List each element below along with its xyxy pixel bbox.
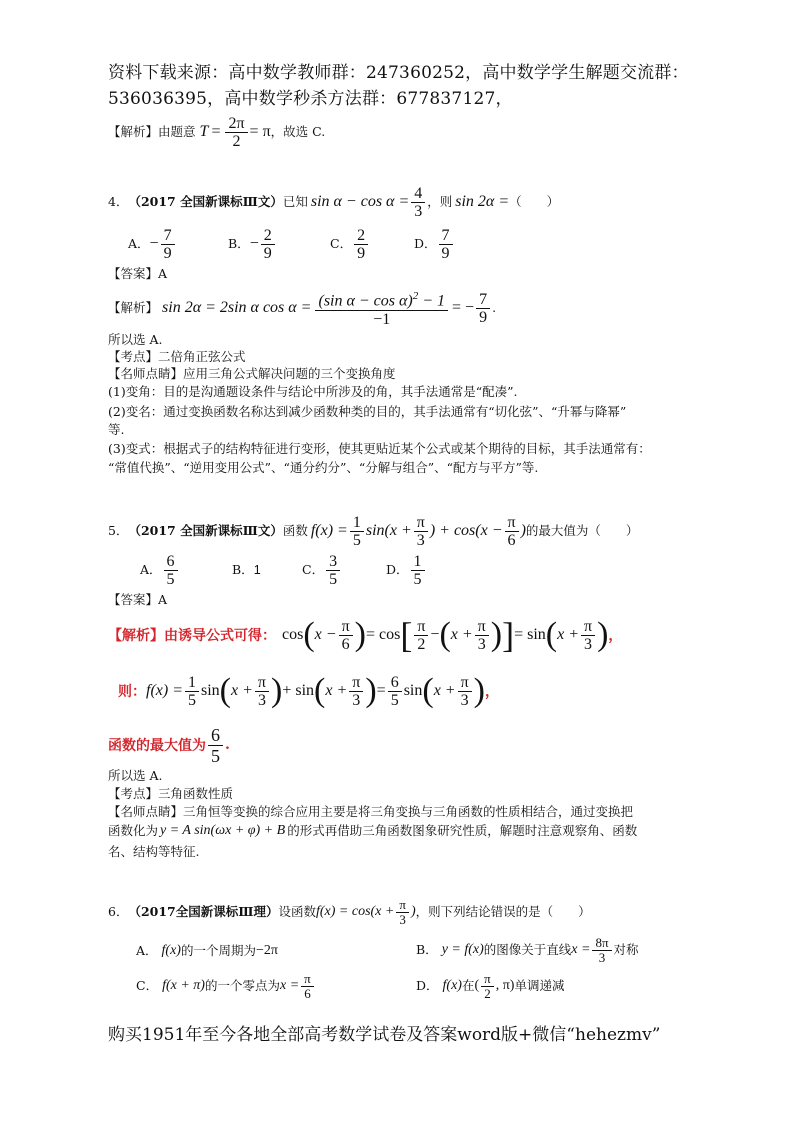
q5-analysis-line-1: 【解析】 由诱导公式可得： cos ( x − $\frac{\pi}{6}$ ) = cos [ $\frac{\pi}{2}$ − ( x + $\frac{\pi}{3}$ ) ] = sin ( x + $\frac{\pi}{3}$ ) ， xyxy=(108,615,623,655)
var-T: T xyxy=(199,123,209,140)
q6-option-c: C． f(x + π) 的一个零点为 x = $\frac{\pi}{6}$ xyxy=(136,966,316,1006)
option-label: B． xyxy=(228,236,250,251)
question-source: （2017 全国新课标Ⅲ文） xyxy=(128,194,283,209)
option-label: A． xyxy=(128,236,150,251)
answer-value: A xyxy=(158,266,168,281)
analysis-lhs: sin 2α = 2sin α cos α = xyxy=(162,299,312,316)
q5-option-a: A． $\frac{6}{5}$ xyxy=(140,550,180,590)
q6-stem: 6． （2017全国新课标Ⅲ理） 设函数 f(x) = cos(x + $\frac{\pi}{3}$ ) ，则下列结论错误的是（ ） xyxy=(108,896,591,927)
equals-pi: = π xyxy=(249,123,271,140)
q4-option-a xyxy=(128,224,177,264)
option-label: C． xyxy=(330,236,353,251)
q4-point-2b: 等. xyxy=(108,422,125,437)
q4-mingshi: 【名师点睛】应用三角公式解决问题的三个变换角度 xyxy=(108,366,396,381)
analysis-end: . xyxy=(492,300,497,315)
question-number: 4． xyxy=(108,194,129,209)
q4-stem xyxy=(108,182,559,222)
question-source: （2017 全国新课标Ⅲ文） xyxy=(128,523,283,538)
analysis-text: 由诱导公式可得： xyxy=(164,628,276,644)
analysis-tag: 【解析】 xyxy=(108,300,159,315)
q4-analysis xyxy=(108,286,496,330)
q4-option-b xyxy=(228,224,277,264)
analysis-tag: 【解析】 xyxy=(108,628,164,644)
q4-kaodian: 【考点】二倍角正弦公式 xyxy=(108,349,246,364)
footer-note: 购买1951年至今各地全部高考数学试卷及答案word版+微信“hehezmv” xyxy=(108,1025,661,1045)
stem-text: 已知 xyxy=(282,194,308,209)
header-line-2: 536036395，高中数学秒杀方法群：677837127， xyxy=(108,89,513,109)
q5-so: 所以选 A. xyxy=(108,768,163,783)
q5-analysis-line-3: 函数的最大值为 $\frac{6}{5}$ . xyxy=(108,724,230,766)
q4-answer xyxy=(108,266,167,282)
header-line-1: 资料下载来源：高中数学教师群：247360252，高中数学学生解题交流群： xyxy=(108,63,689,83)
question-number: 6． xyxy=(108,904,129,919)
analysis-text: 由题意 xyxy=(158,124,196,139)
q5-mingshi: 【名师点睛】三角恒等变换的综合应用主要是将三角变换与三角函数的性质相结合，通过变换把 xyxy=(108,804,634,819)
analysis-rhs: = − xyxy=(452,299,475,316)
q4-point-3b: “常值代换”、“逆用变用公式”、“通分约分”、“分解与组合”、“配方与平方”等. xyxy=(108,460,539,475)
q4-so: 所以选 A. xyxy=(108,332,163,347)
q5-option-b: B． 1 xyxy=(232,562,261,577)
q4-point-1: (1)变角：目的是沟通题设条件与结论中所涉及的角，其手法通常是“配凑”. xyxy=(108,384,518,399)
equals: = xyxy=(211,123,221,140)
option-fraction: $\frac{7}{9}$ xyxy=(161,227,175,262)
analysis-fraction: $\frac{(\sin \alpha - \cos \alpha)^2 - 1}{-1}$ xyxy=(315,288,448,327)
q5-analysis-line-2: 则： f(x) = $\frac{1}{5}$ sin ( x + $\frac{\pi}{3}$ ) + sin ( x + $\frac{\pi}{3}$ ) = $\frac{6}{5}$ sin ( x + $\frac{\pi}{3}$ ) ， xyxy=(118,672,499,709)
q5-mingshi-line-2: 函数化为 y = A sin(ωx + φ) + B 的形式再借助三角函数图象研究性质，解题时注意观察角、函数 xyxy=(108,823,638,838)
stem-expression: sin α − cos α = xyxy=(310,193,410,210)
q3-analysis xyxy=(108,112,325,152)
q5-stem: 5． （2017 全国新课标Ⅲ文） 函数 f(x) = $\frac{1}{5}$ sin(x + $\frac{\pi}{3}$ ) + cos(x − $\frac{\pi}{6}$ ) 的最大值为（ ） xyxy=(108,513,639,549)
stem-text-2: ，则 xyxy=(427,194,453,209)
stem-text-2: 的最大值为（ ） xyxy=(525,523,639,538)
q5-option-d: D． $\frac{1}{5}$ xyxy=(386,550,427,590)
option-sign: − xyxy=(249,235,259,252)
option-fraction: $\frac{7}{9}$ xyxy=(439,227,453,262)
option-fraction: $\frac{2}{9}$ xyxy=(261,227,275,262)
q6-option-a: A． f(x) 的一个周期为 −2π xyxy=(136,943,278,958)
question-source: （2017全国新课标Ⅲ理） xyxy=(128,904,279,919)
option-sign: − xyxy=(149,235,159,252)
q5-kaodian: 【考点】三角函数性质 xyxy=(108,786,234,801)
fraction: $\frac{\pi}{3}$ xyxy=(414,514,428,549)
stem-text: 函数 xyxy=(282,523,308,538)
fraction: $\frac{1}{5}$ xyxy=(350,514,364,549)
option-label: D． xyxy=(414,236,437,251)
q5-mingshi-line-3: 名、结构等特征. xyxy=(108,844,200,859)
q6-option-b: B． y = f(x) 的图像关于直线 x = $\frac{8\pi}{3}$ 对称 xyxy=(416,934,639,965)
q4-point-2a: (2)变名：通过变换函数名称达到减少函数种类的目的，其手法通常有“切化弦”、“升幂与降幂” xyxy=(108,404,627,419)
answer-paren: （ ） xyxy=(509,194,560,209)
q4-option-c xyxy=(330,224,370,264)
result-fraction: $\frac{7}{9}$ xyxy=(476,291,490,326)
fraction: $\frac{\pi}{6}$ xyxy=(505,514,519,549)
q4-point-3a: (3)变式：根据式子的结构特征进行变形，使其更贴近某个公式或某个期待的目标，其手法通常有： xyxy=(108,441,651,456)
question-number: 5． xyxy=(108,523,129,538)
stem-expression-2: sin 2α = xyxy=(455,193,510,210)
q5-answer: 【答案】A xyxy=(108,592,168,607)
q5-option-c: C． $\frac{3}{5}$ xyxy=(302,550,342,590)
option-fraction: $\frac{2}{9}$ xyxy=(354,227,368,262)
q6-option-d: D． f(x) 在 ( $\frac{\pi}{2}$ , π) 单调递减 xyxy=(416,970,565,1001)
fraction: $\frac{2\pi}{2}$ xyxy=(225,115,247,150)
answer-tag: 【答案】 xyxy=(108,266,159,281)
fraction: $\frac{4}{3}$ xyxy=(411,185,425,220)
analysis-text-end: ，故选 C. xyxy=(270,124,326,139)
function-f: f(x) = xyxy=(310,522,348,539)
analysis-tag: 【解析】 xyxy=(108,124,159,139)
q4-option-d xyxy=(414,224,455,264)
